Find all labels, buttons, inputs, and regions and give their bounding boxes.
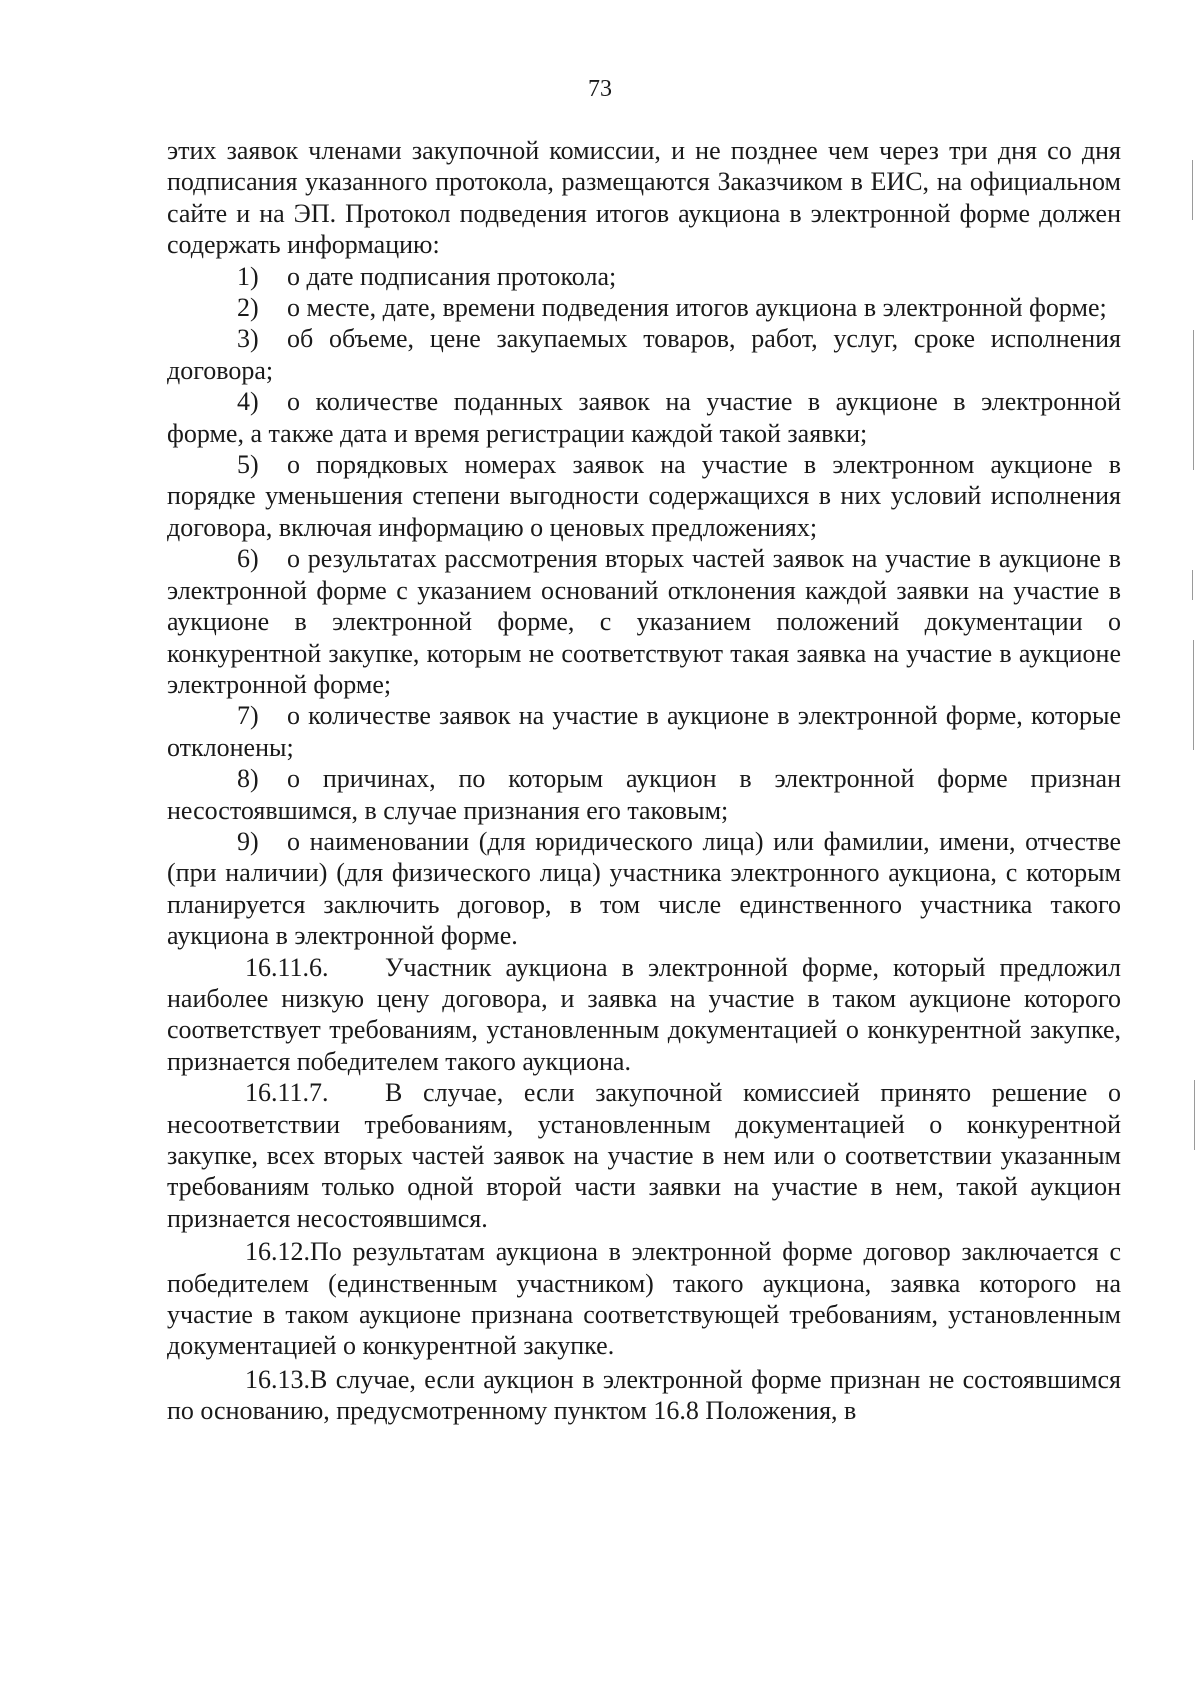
clause-16-13: [167, 1364, 1121, 1427]
clause-number: 16.13.: [245, 1364, 310, 1394]
list-item-text: о порядковых номерах заявок на участие в электронном аукционе в порядке уменьшения степени выгодности содержащихся в них условий исполнения договора, включая информацию о ценовых предложениях;: [167, 450, 1121, 542]
scan-edge-mark: [1193, 640, 1194, 750]
clause-16-11-7: [167, 1077, 1121, 1234]
document-body: [167, 135, 1121, 1427]
list-item-9: [167, 826, 1121, 952]
list-item-number: 1): [237, 261, 259, 291]
list-item-6: [167, 543, 1121, 700]
intro-paragraph: этих заявок членами закупочной комиссии, и не позднее чем через три дня со дня подписания указанного протокола, размещаются Заказчиком в ЕИС, на официальном сайте и на ЭП. Протокол подведения итогов аукциона в электронной форме должен содержать информацию:: [167, 136, 1121, 260]
list-item-text: о результатах рассмотрения вторых частей заявок на участие в аукционе в электронной форме с указанием оснований отклонения каждой заявки на участие в аукционе в электронной форме, с указанием положений документации о конкурентной закупке, которым не соответствуют такая заявка на участие в аукционе электронной форме;: [167, 544, 1121, 699]
list-item-7: [167, 700, 1121, 763]
list-item-text: об объеме, цене закупаемых товаров, работ, услуг, сроке исполнения договора;: [167, 324, 1121, 385]
list-item-number: 7): [237, 701, 259, 731]
list-item-2: [167, 292, 1121, 323]
list-item-text: о месте, дате, времени подведения итогов аукциона в электронной форме;: [287, 293, 1107, 323]
list-item-number: 2): [237, 293, 259, 323]
list-item-5: [167, 449, 1121, 543]
clause-text: В случае, если аукцион в электронной форме признан не состоявшимся по основанию, предусмотренному пунктом 16.8 Положения, в: [167, 1364, 1121, 1426]
list-item-8: [167, 763, 1121, 826]
scan-edge-mark: [1194, 1080, 1195, 1150]
list-item-4: [167, 386, 1121, 449]
list-item-1: [167, 261, 1121, 292]
list-item-number: 5): [237, 450, 259, 480]
list-item-number: 8): [237, 764, 259, 794]
list-item-number: 4): [237, 387, 259, 417]
clause-text: Участник аукциона в электронной форме, который предложил наиболее низкую цену договора, и заявка на участие в таком аукционе которого соответствует требованиям, установленным документацией о конкурентной закупке, признается победителем такого аукциона.: [167, 952, 1121, 1076]
list-item-text: о количестве заявок на участие в аукционе в электронной форме, которые отклонены;: [167, 701, 1121, 762]
clause-number: 16.11.6.: [245, 952, 329, 982]
clause-16-11-6: [167, 952, 1121, 1078]
list-item-text: о количестве поданных заявок на участие в аукционе в электронной форме, а также дата и время регистрации каждой такой заявки;: [167, 387, 1121, 448]
list-item-text: о причинах, по которым аукцион в электронной форме признан несостоявшимся, в случае признания его таковым;: [167, 764, 1121, 825]
clause-number: 16.11.7.: [245, 1078, 329, 1108]
scan-edge-mark: [1192, 160, 1193, 220]
list-item-text: о дате подписания протокола;: [287, 261, 617, 291]
list-item-number: 9): [237, 826, 259, 856]
scan-edge-mark: [1192, 570, 1193, 600]
list-item-number: 3): [237, 324, 259, 354]
clause-text: По результатам аукциона в электронной форме договор заключается с победителем (единственным участником) такого аукциона, заявка которого на участие в таком аукционе признана соответствующей требованиям, установленным документацией о конкурентной закупке.: [167, 1237, 1121, 1361]
clause-number: 16.12.: [245, 1237, 310, 1267]
list-item-number: 6): [237, 544, 259, 574]
clause-16-12: [167, 1236, 1121, 1362]
clause-text: В случае, если закупочной комиссией принято решение о несоответствии требованиям, установленным документацией о конкурентной закупке, всех вторых частей заявок на участие в нем или о соответствии указанным требованиям только одной второй части заявки на участие в нем, такой аукцион признается несостоявшимся.: [167, 1078, 1121, 1233]
scan-edge-mark: [1193, 330, 1194, 470]
list-item-3: [167, 323, 1121, 386]
page-number: 73: [588, 76, 612, 102]
list-item-text: о наименовании (для юридического лица) или фамилии, имени, отчестве (при наличии) (для физического лица) участника электронного аукциона, с которым планируется заключить договор, в том числе единственного участника такого аукциона в электронной форме.: [167, 826, 1121, 951]
